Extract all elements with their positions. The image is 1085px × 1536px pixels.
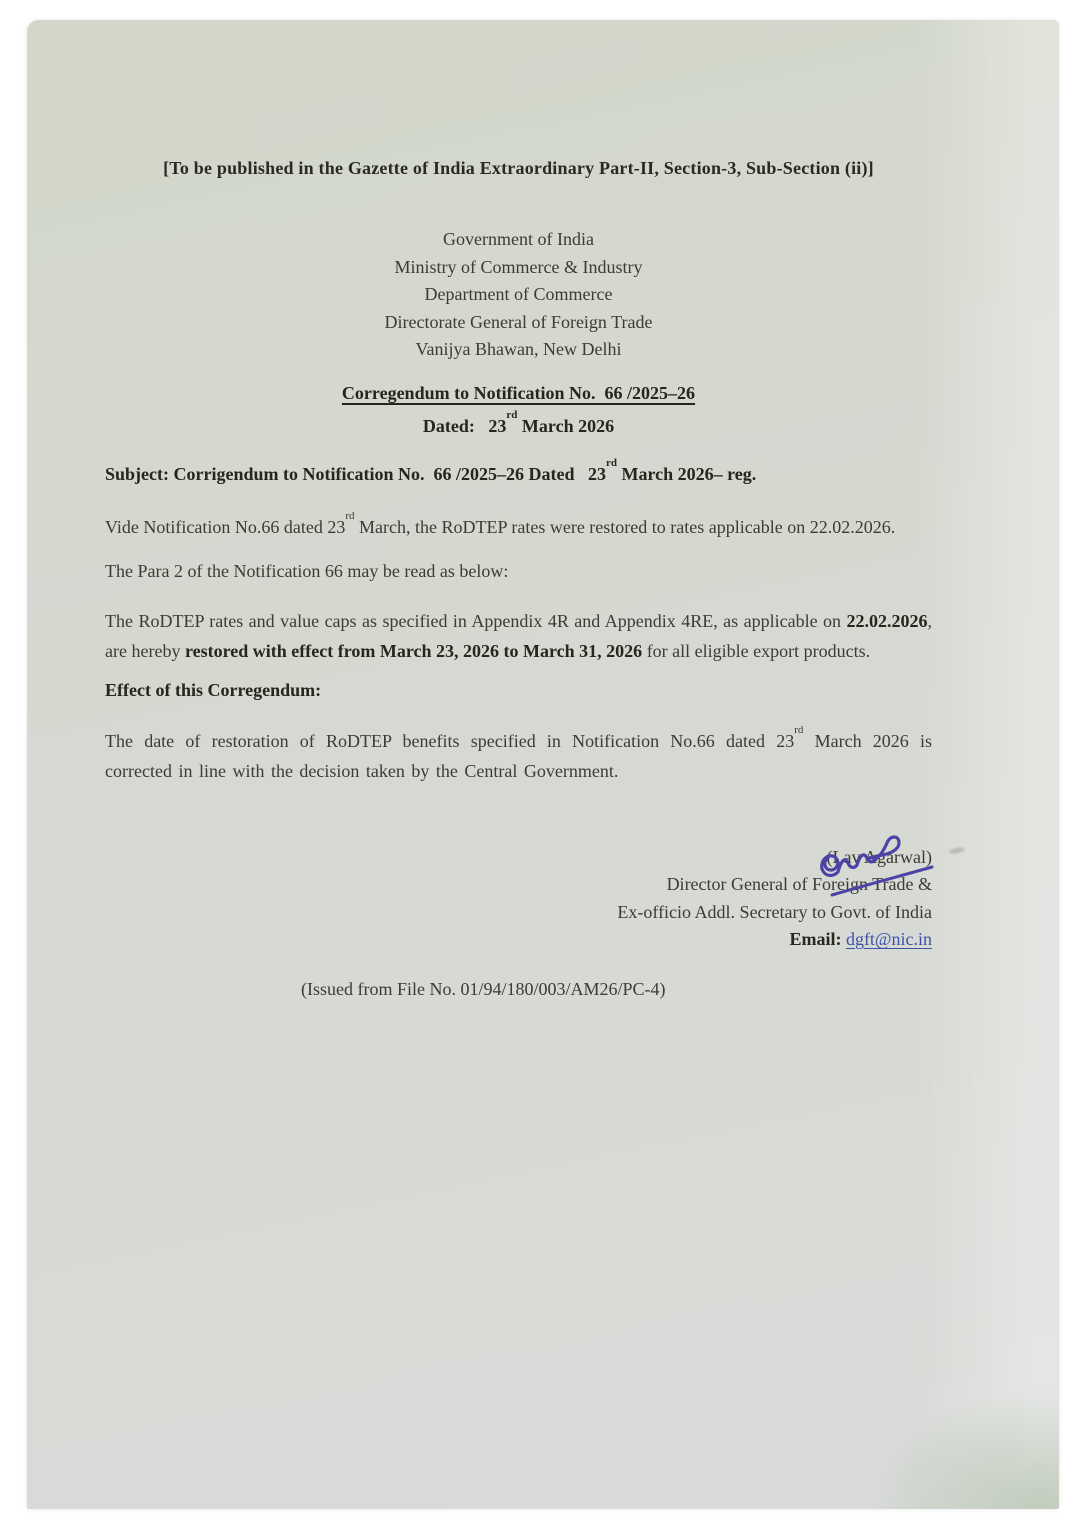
org-line-ministry: Ministry of Commerce & Industry	[394, 256, 643, 277]
rates-text-3: for all eligible export products.	[642, 640, 871, 661]
org-line-department: Department of Commerce	[424, 284, 613, 304]
effect-text-rest: March 2026 is corrected in line with the decision taken by the Central Government.	[105, 730, 933, 781]
effect-ordinal: rd	[794, 723, 804, 736]
dated-text: Dated: 23	[422, 415, 507, 436]
subject-ordinal: rd	[605, 456, 617, 469]
org-line-address: Vanijya Bhawan, New Delhi	[415, 339, 622, 359]
para-vide-text-rest: March, the RoDTEP rates were restored to rates applicable on 22.02.2026.	[354, 516, 896, 537]
rates-bold-restored-period: restored with effect from March 23, 2026 to March 31, 2026	[184, 640, 643, 661]
effect-text: The date of restoration of RoDTEP benefits specified in Notification No.66 dated 23	[105, 730, 795, 751]
paragraph-vide-notification	[105, 508, 932, 542]
dated-text-rest: March 2026	[517, 415, 615, 436]
handwritten-signature-scribble	[800, 825, 950, 915]
signatory-designation-2: Ex-officio Addl. Secretary to Govt. of India	[617, 901, 932, 922]
paragraph-read-as-below: The Para 2 of the Notification 66 may be read as below:	[105, 560, 509, 581]
email-line	[105, 926, 932, 954]
org-line-directorate: Directorate General of Foreign Trade	[384, 311, 653, 332]
signatory-name: (Lav Agarwal)	[826, 846, 932, 867]
dated-ordinal: rd	[506, 408, 518, 421]
dated-line	[105, 409, 932, 439]
scanned-document-page	[27, 20, 1059, 1509]
signatory-designation-1: Director General of Foreign Trade &	[666, 874, 932, 894]
paragraph-effect	[105, 722, 932, 786]
email-link[interactable]: dgft@nic.in	[845, 929, 932, 949]
subject-text-rest: March 2026– reg.	[616, 463, 757, 484]
org-line-government: Government of India	[443, 229, 594, 249]
file-number-line: (Issued from File No. 01/94/180/003/AM26/PC-4)	[301, 978, 666, 999]
effect-heading: Effect of this Corregendum:	[105, 679, 322, 700]
subject-text: Subject: Corrigendum to Notification No. 66 /2025–26 Dated 23	[105, 463, 606, 484]
rates-text-1: The RoDTEP rates and value caps as specified in Appendix 4R and Appendix 4RE, as applicable on	[105, 610, 847, 631]
para-vide-text: Vide Notification No.66 dated 23	[105, 516, 346, 537]
email-label: Email:	[789, 929, 846, 949]
para-vide-ordinal: rd	[345, 509, 355, 522]
subject-line	[105, 457, 932, 487]
notification-title	[105, 380, 932, 406]
paragraph-rodtep-rates	[105, 606, 932, 666]
gazette-publication-line: [To be published in the Gazette of India Extraordinary Part-II, Section-3, Sub-Section (ii)]	[163, 158, 874, 178]
issuing-authority-block	[105, 226, 932, 364]
notification-title-text: Corregendum to Notification No. 66 /2025–26	[341, 382, 696, 403]
rates-bold-date: 22.02.2026	[846, 610, 928, 631]
rates-text-2: , are hereby	[105, 610, 932, 661]
